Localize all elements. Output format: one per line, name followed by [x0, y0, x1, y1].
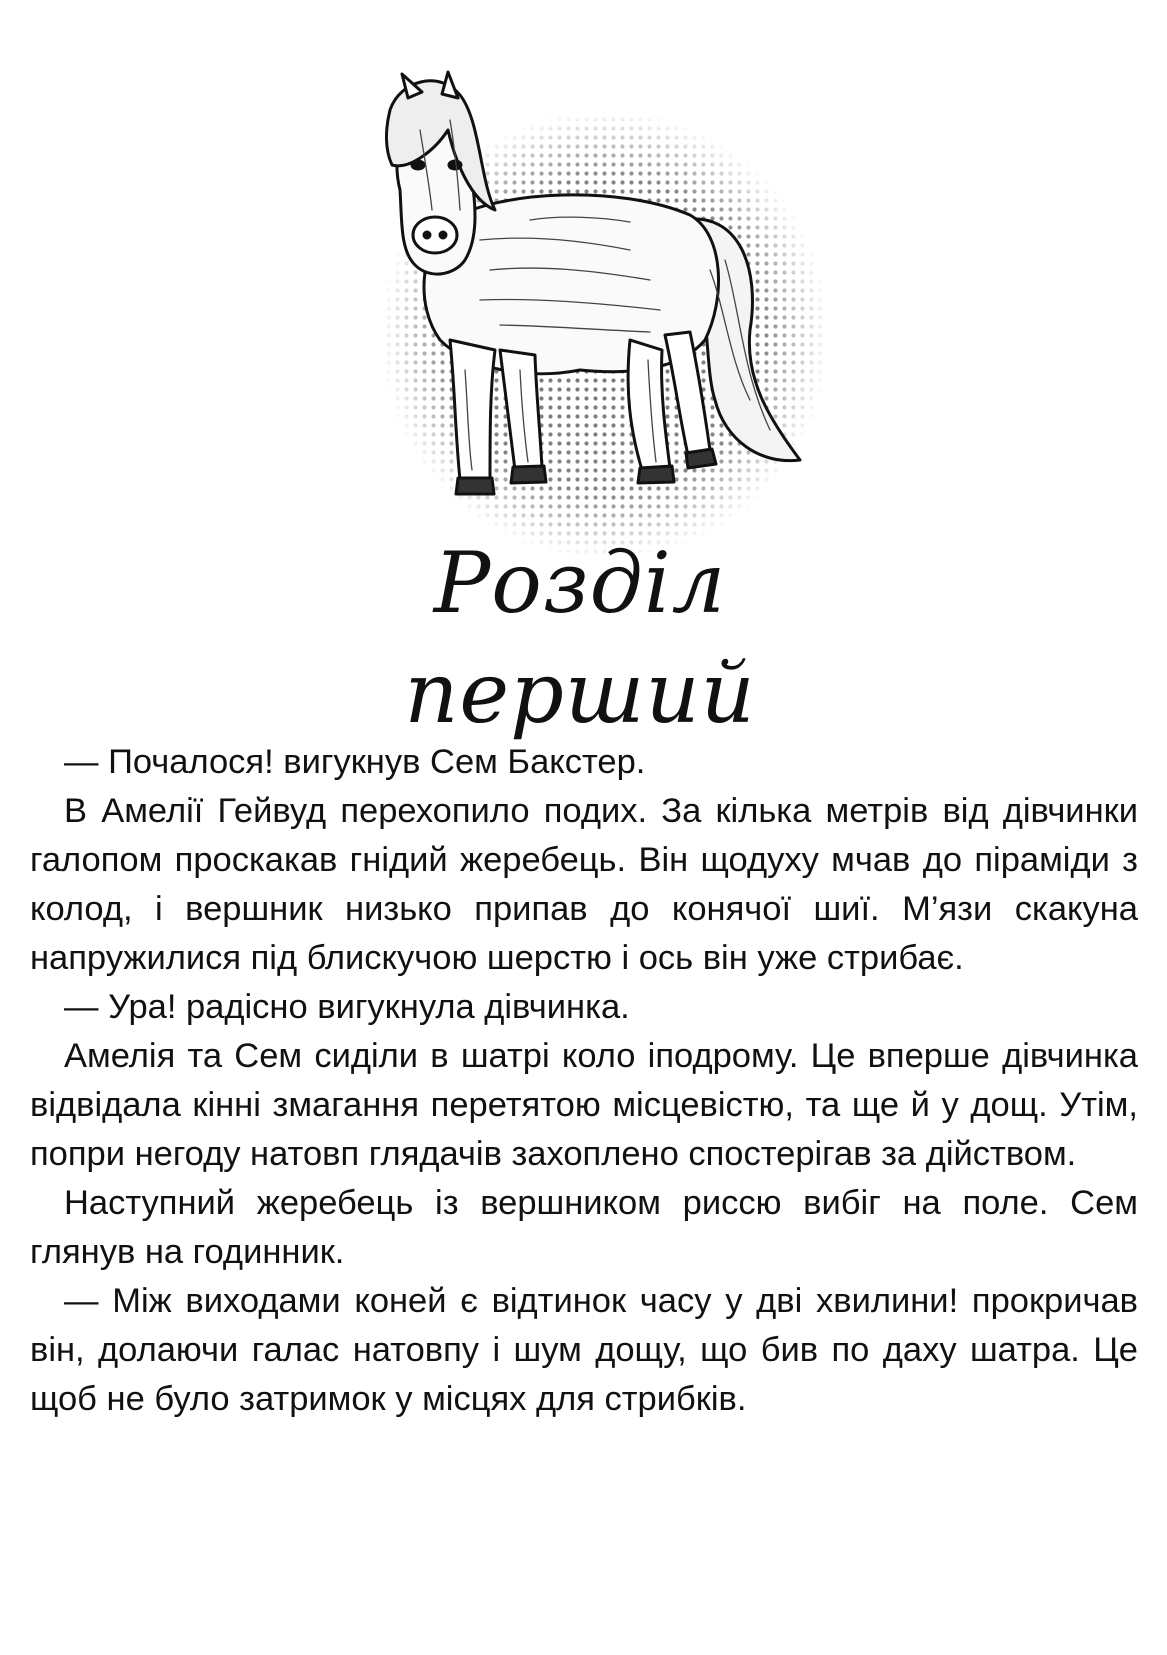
- paragraph: — Між виходами коней є відтинок часу у дві хвилини! прокричав він, долаючи галас натовпу і шум дощу, що бив по даху шатра. Це щоб не було затримок у місцях для стрибків.: [30, 1282, 1138, 1418]
- paragraph: — Ура! радісно вигукнула дівчинка.: [64, 988, 630, 1026]
- chapter-text: [30, 738, 1138, 1424]
- chapter-title: Розділ перший: [404, 534, 756, 742]
- paragraph: — Почалося! вигукнув Сем Бакстер.: [64, 743, 646, 781]
- pony-front-leg: [450, 340, 495, 480]
- paragraph: В Амелії Гейвуд перехопило подих. За кілька метрів від дівчинки галопом проскакав гнідий жеребець. Він щодуху мчав до піраміди з колод, і вершник низько припав до конячої шиї. М’язи скакуна напружилися під блискучою шерстю і ось він уже стрибає.: [30, 792, 1138, 977]
- paragraph: Амелія та Сем сиділи в шатрі коло іподрому. Це вперше дівчинка відвідала кінні змагання перетятою місцевістю, та ще й у дощ. Утім, попри негоду натовп глядачів захоплено спостерігав за дійством.: [30, 1037, 1138, 1173]
- paragraph: Наступний жеребець із вершником риссю вибіг на поле. Сем глянув на годинник.: [30, 1184, 1138, 1271]
